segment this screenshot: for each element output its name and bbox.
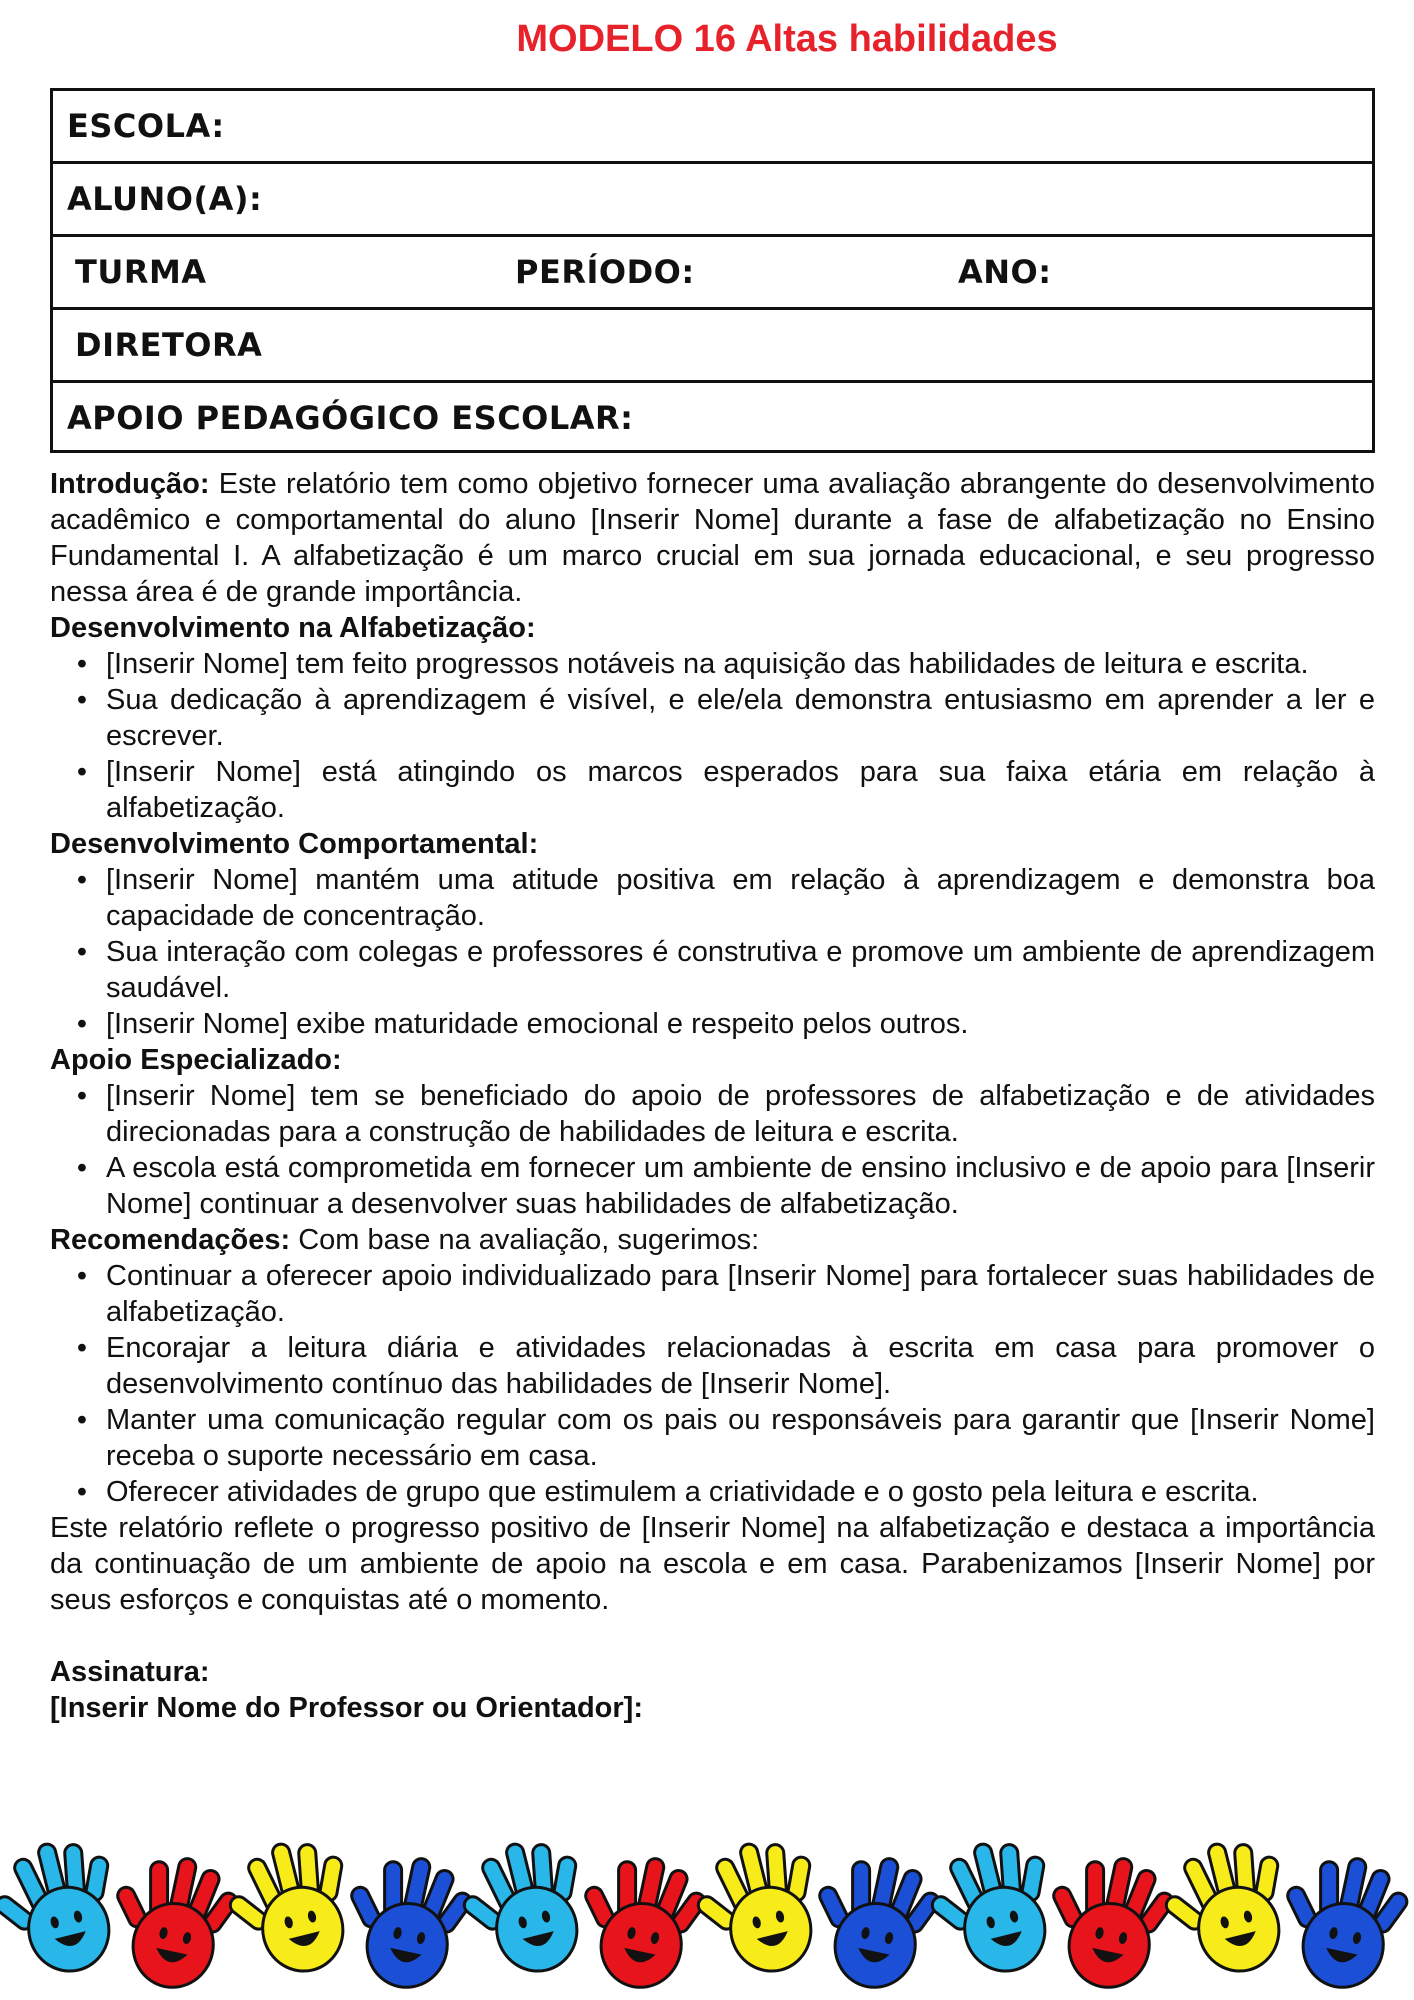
intro-text: Este relatório tem como objetivo fornecer uma avaliação abrangente do desenvolvimento acadêmico e comportamental do aluno [Inserir Nome] durante a fase de alfabetização no Ensino Fundamental I. A alfabetização é um marco crucial em sua jornada educacional, e seu progresso nessa área é de grande importância.	[50, 468, 1375, 608]
bullet-icon: •	[76, 1152, 88, 1184]
list-item-text: [Inserir Nome] está atingindo os marcos esperados para sua faixa etária em relação à alfabetização.	[106, 756, 1375, 824]
hand-icon	[332, 1845, 481, 1998]
bullet-icon: •	[76, 1008, 88, 1040]
section-heading: Desenvolvimento Comportamental:	[50, 828, 539, 860]
ano-label: ANO:	[958, 253, 1052, 291]
recommendations-label: Recomendações:	[50, 1224, 291, 1256]
list-item	[50, 1402, 1375, 1474]
recommendations-text: Com base na avaliação, sugerimos:	[290, 1224, 760, 1256]
header-row-diretora	[53, 310, 1372, 383]
hands-border	[0, 1805, 1414, 2000]
recommendations-list	[50, 1258, 1375, 1510]
signature-label: Assinatura:	[50, 1656, 210, 1688]
hand-icon	[800, 1845, 949, 1998]
list-item-text: [Inserir Nome] exibe maturidade emocional e respeito pelos outros.	[106, 1008, 969, 1040]
bullet-icon: •	[76, 684, 88, 716]
section-list	[50, 862, 1375, 1042]
list-item	[50, 1006, 1375, 1042]
hand-icon	[0, 1830, 133, 1986]
bullet-icon: •	[76, 1332, 88, 1364]
bullet-icon: •	[76, 1260, 88, 1292]
header-table	[50, 88, 1375, 453]
list-item	[50, 934, 1375, 1006]
bullet-icon: •	[76, 1404, 88, 1436]
hand-icon	[215, 1830, 367, 1986]
hand-icon	[566, 1845, 715, 1998]
periodo-label: PERÍODO:	[515, 253, 695, 291]
document-title: MODELO 16 Altas habilidades	[516, 18, 1058, 60]
list-item	[50, 862, 1375, 934]
intro-label: Introdução:	[50, 468, 210, 500]
hand-icon	[449, 1830, 601, 1986]
conclusion-paragraph: Este relatório reflete o progresso positivo de [Inserir Nome] na alfabetização e destaca a importância da continuação de um ambiente de apoio na escola e em casa. Parabenizamos [Inserir Nome] por seus esforços e conquistas até o momento.	[50, 1512, 1375, 1616]
list-item-text: Continuar a oferecer apoio individualizado para [Inserir Nome] para fortalecer suas habilidades de alfabetização.	[106, 1260, 1375, 1328]
report-body	[50, 466, 1375, 1726]
signature-name: [Inserir Nome do Professor ou Orientador]:	[50, 1692, 643, 1724]
list-item-text: Oferecer atividades de grupo que estimulem a criatividade e o gosto pela leitura e escrita.	[106, 1476, 1259, 1508]
list-item-text: [Inserir Nome] mantém uma atitude positiva em relação à aprendizagem e demonstra boa capacidade de concentração.	[106, 864, 1375, 932]
hand-icon	[683, 1830, 835, 1986]
hand-icon	[98, 1845, 247, 1998]
aluno-label: ALUNO(A):	[67, 180, 263, 218]
bullet-icon: •	[76, 936, 88, 968]
bullet-icon: •	[76, 864, 88, 896]
header-row-apoio	[53, 383, 1372, 453]
list-item	[50, 1258, 1375, 1330]
section-heading: Apoio Especializado:	[50, 1044, 342, 1076]
header-row-aluno	[53, 164, 1372, 237]
list-item-text: [Inserir Nome] tem feito progressos notáveis na aquisição das habilidades de leitura e escrita.	[106, 648, 1309, 680]
list-item-text: A escola está comprometida em fornecer um ambiente de ensino inclusivo e de apoio para [Inserir Nome] continuar a desenvolver suas habilidades de alfabetização.	[106, 1152, 1375, 1220]
list-item-text: Sua interação com colegas e professores é construtiva e promove um ambiente de aprendizagem saudável.	[106, 936, 1375, 1004]
section-heading: Desenvolvimento na Alfabetização:	[50, 612, 536, 644]
list-item-text: Encorajar a leitura diária e atividades relacionadas à escrita em casa para promover o desenvolvimento contínuo das habilidades de [Inserir Nome].	[106, 1332, 1375, 1400]
list-item	[50, 682, 1375, 754]
intro-paragraph	[50, 466, 1375, 610]
list-item	[50, 646, 1375, 682]
list-item-text: Manter uma comunicação regular com os pais ou responsáveis para garantir que [Inserir Nome] receba o suporte necessário em casa.	[106, 1404, 1375, 1472]
hand-icon	[917, 1830, 1069, 1986]
list-item	[50, 1078, 1375, 1150]
list-item	[50, 754, 1375, 826]
diretora-label: DIRETORA	[75, 326, 263, 364]
bullet-icon: •	[76, 648, 88, 680]
header-row-turma	[53, 237, 1372, 310]
escola-label: ESCOLA:	[67, 107, 225, 145]
section-list	[50, 646, 1375, 826]
list-item-text: [Inserir Nome] tem se beneficiado do apoio de professores de alfabetização e de atividades direcionadas para a construção de habilidades de leitura e escrita.	[106, 1080, 1375, 1148]
bullet-icon: •	[76, 1080, 88, 1112]
list-item-text: Sua dedicação à aprendizagem é visível, e ele/ela demonstra entusiasmo em aprender a ler e escrever.	[106, 684, 1375, 752]
header-row-escola	[53, 91, 1372, 164]
hand-icon	[1268, 1845, 1414, 1998]
list-item	[50, 1150, 1375, 1222]
recommendations-intro	[50, 1222, 1375, 1258]
list-item	[50, 1330, 1375, 1402]
list-item	[50, 1474, 1375, 1510]
bullet-icon: •	[76, 756, 88, 788]
turma-label: TURMA	[75, 253, 207, 291]
hand-icon	[1034, 1845, 1183, 1998]
apoio-label: APOIO PEDAGÓGICO ESCOLAR:	[67, 399, 634, 437]
hand-icon	[1151, 1830, 1303, 1986]
spacer	[50, 1618, 1375, 1654]
section-list	[50, 1078, 1375, 1222]
bullet-icon: •	[76, 1476, 88, 1508]
